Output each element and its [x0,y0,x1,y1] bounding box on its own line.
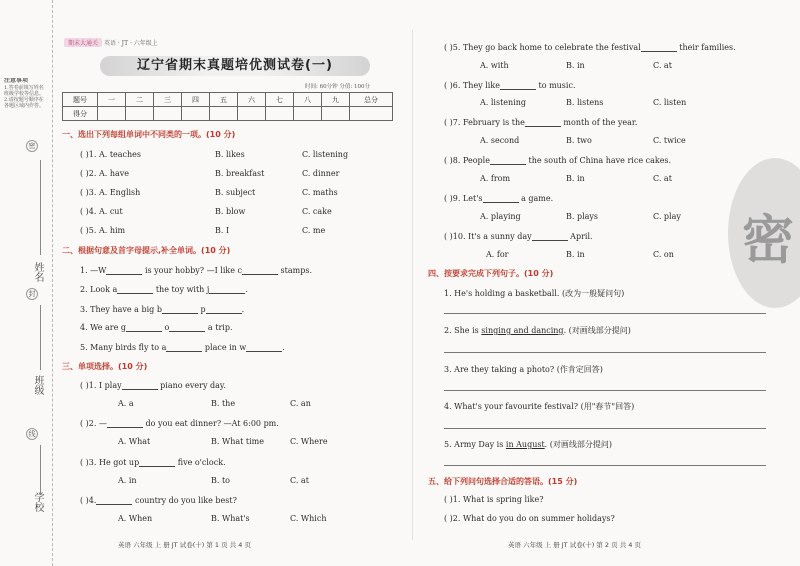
s3-q2 [80,418,279,428]
txt: . [245,285,248,294]
underlined-text: singing and dancing [481,326,564,335]
footer-left: 英语 六年级 上 册 JT 试卷(十) 第 1 页 共 4 页 [118,541,251,549]
s3-q6-c: C. listen [653,98,687,107]
fill-blank[interactable] [117,284,153,294]
s3-q8-b: B. in [566,174,585,183]
section-4-title: 四、按要求完成下列句子。(10 分) [428,269,554,278]
s3-q2-c: C. Where [290,437,328,446]
s3-q9 [444,193,553,203]
s1-q1-b: B. likes [215,150,245,159]
txt: ( )7. February is the [444,118,525,127]
txt: ( )4. [80,496,97,505]
txt: 1. —W [80,266,107,275]
answer-line[interactable] [444,465,766,466]
txt: five o'clock. [175,458,226,467]
s1-q5: ( )5. A. him [80,226,126,235]
page-divider [412,30,413,540]
answer-line[interactable] [444,313,766,314]
s3-q4-b: B. What's [211,514,250,523]
score-input[interactable] [126,107,154,121]
score-cell: 六 [238,93,266,107]
answer-line[interactable] [444,428,766,429]
txt: ( )3. He got up [80,458,140,467]
txt: the south of China have rice cakes. [525,156,672,165]
score-value-row [63,107,393,121]
fill-blank[interactable] [490,155,526,165]
s3-q10-a: A. for [486,250,509,259]
class-line [40,305,41,370]
fill-blank[interactable] [107,418,143,428]
txt: 4. We are g [80,323,127,332]
score-header-row [63,93,393,107]
watermark-stamp-char: 密 [742,211,795,271]
notice-title: 注意事项 [4,78,29,84]
seal-mark: 密 [26,140,38,152]
score-input[interactable] [322,107,350,121]
s3-q3-c: C. at [290,476,309,485]
score-input[interactable] [294,107,322,121]
s3-q4 [80,495,237,505]
s3-q8-c: C. at [653,174,672,183]
txt: to music. [535,81,576,90]
fill-blank[interactable] [162,304,198,314]
s3-q5-b: B. in [566,61,585,70]
score-input[interactable] [238,107,266,121]
section-3-title: 三、单项选择。(10 分) [62,362,148,371]
fill-blank[interactable] [122,380,158,390]
txt: ( )10. It's a sunny day [444,232,532,241]
s1-q1 [80,150,141,159]
s4-5 [444,439,612,450]
txt: stamps. [278,266,312,275]
fill-blank[interactable] [641,42,677,52]
fill-blank[interactable] [209,284,245,294]
seal-mark-2: 封 [26,288,38,300]
s1-q3: ( )3. A. English [80,188,141,197]
txt: ( )6. They like [444,81,500,90]
fill-blank[interactable] [246,342,282,352]
txt: their families. [676,43,736,52]
notice-box [4,78,48,128]
s1-q5-b: B. I [215,226,230,235]
s1-q2-b: B. breakfast [215,169,265,178]
txt: ( )5. They go back home to celebrate the festival [444,43,641,52]
fill-blank[interactable] [242,265,278,275]
s3-q5-a: A. with [480,61,509,70]
section-1-title: 一、选出下列每组单词中不同类的一项。(10 分) [62,130,236,139]
s3-q3 [80,457,226,467]
s3-q5 [444,42,736,52]
exam-title: 辽宁省期末真题培优测试卷(一) [100,56,370,76]
s3-q10-c: C. on [653,250,674,259]
s1-q5-c: C. me [302,226,326,235]
name-label: 姓名 [32,262,43,282]
s2-l5 [80,342,285,352]
fill-blank[interactable] [532,231,568,241]
score-cell: 二 [126,93,154,107]
s3-q9-b: B. plays [566,212,599,221]
footer-right: 英语 六年级 上 册 JT 试卷(十) 第 2 页 共 4 页 [508,541,641,549]
txt: 5. Army Day is [444,440,506,449]
txt: p [197,305,206,314]
score-cell: 五 [210,93,238,107]
s4-2 [444,325,631,336]
txt: place in w [202,343,247,352]
fill-blank[interactable] [106,265,142,275]
fill-blank[interactable] [483,193,519,203]
s3-q8 [444,155,671,165]
txt: ( )2. — [80,419,107,428]
fill-blank[interactable] [500,80,536,90]
s3-q5-c: C. at [653,61,672,70]
score-input[interactable] [182,107,210,121]
q-text: ( )1. A. teaches [80,150,142,159]
school-label: 学校 [32,492,43,512]
txt: . (对画线部分提问) [563,326,631,335]
txt: ( )9. Let's [444,194,483,203]
s3-q10-b: B. in [566,250,585,259]
s1-q2-c: C. dinner [302,169,340,178]
s3-q2-b: B. What time [211,437,264,446]
txt: 2. Look a [80,285,118,294]
exam-meta: 时间: 60分钟 分值: 100分 [305,84,370,90]
s3-q3-a: A. in [118,476,137,485]
score-cell: 九 [322,93,350,107]
binding-margin [0,0,53,566]
s1-q2: ( )2. A. have [80,169,129,178]
txt: country do you like best? [132,496,237,505]
s3-q1 [80,380,226,390]
score-cell: 一 [98,93,126,107]
class-label: 班级 [32,375,43,395]
s1-q1-c: C. listening [302,150,349,159]
fill-blank[interactable] [126,322,162,332]
s3-q6 [444,80,576,90]
answer-line[interactable] [444,390,766,391]
score-input[interactable] [154,107,182,121]
score-cell: 题号 [63,93,98,107]
txt: 2. She is [444,326,482,335]
fill-blank[interactable] [206,304,242,314]
score-input[interactable] [98,107,126,121]
score-cell: 四 [182,93,210,107]
s3-q9-c: C. play [653,212,681,221]
section-5-title: 五、给下列问句选择合适的答语。(15 分) [428,477,578,486]
txt: do you eat dinner? —At 6:00 pm. [142,419,279,428]
score-input[interactable] [350,107,393,121]
name-line [40,160,41,255]
score-table [62,92,393,121]
s1-q4-b: B. blow [215,207,246,216]
s5-q1: ( )1. What is spring like? [444,495,544,504]
txt: ( )8. People [444,156,490,165]
fill-blank[interactable] [139,457,175,467]
s3-q1-b: B. the [211,399,236,408]
s1-q3-b: B. subject [215,188,256,197]
txt: April. [567,232,593,241]
score-cell: 三 [154,93,182,107]
score-input[interactable] [210,107,238,121]
s3-q2-a: A. What [118,437,151,446]
txt: 5. Many birds fly to a [80,343,167,352]
txt: 3. They have a big b [80,305,162,314]
s3-q4-a: A. When [118,514,153,523]
s4-3: 3. Are they taking a photo? (作肯定回答) [444,365,603,374]
s2-l1 [80,265,312,275]
score-cell: 总分 [350,93,393,107]
s3-q9-a: A. playing [480,212,521,221]
s4-4: 4. What's your favourite festival? (用"春节"回答) [444,402,635,411]
txt: piano every day. [157,381,226,390]
txt: a trip. [205,323,233,332]
answer-line[interactable] [444,352,766,353]
score-cell: 七 [266,93,294,107]
txt: is your hobby? —I like c [142,266,242,275]
s1-q3-c: C. maths [302,188,338,197]
header-strip [64,38,158,47]
underlined-text: in August [505,440,545,449]
school-line [40,445,41,495]
s3-q3-b: B. to [211,476,230,485]
fill-blank[interactable] [166,342,202,352]
s3-q7-c: C. twice [653,136,686,145]
notice-text: 1.答卷前填写姓名班级学校等信息。2.请按题号顺序在各题区域内作答。 [4,85,45,109]
txt: ( )1. I play [80,381,122,390]
s2-l4 [80,322,233,332]
txt: . (对画线部分提问) [544,440,612,449]
section-2-title: 二、根据句意及首字母提示,补全单词。(10 分) [62,246,231,255]
fill-blank[interactable] [525,117,561,127]
score-label: 得分 [63,107,98,121]
txt: . [241,305,245,314]
header-info: 英语 · JT · 六年级上 [103,40,158,47]
header-tag: 期末大通关 [64,38,102,47]
s3-q7-a: A. second [480,136,520,145]
s3-q7-b: B. two [566,136,592,145]
s3-q4-c: C. Which [290,514,327,523]
s3-q6-a: A. listening [480,98,527,107]
seal-mark-3: 线 [26,428,38,440]
txt: the toy with j [153,285,210,294]
s1-q4-c: C. cake [302,207,332,216]
txt: o [162,323,170,332]
txt: month of the year. [560,118,638,127]
fill-blank[interactable] [96,495,132,505]
txt: a game. [518,194,554,203]
s3-q10 [444,231,593,241]
s4-1: 1. He's holding a basketball. (改为一般疑问句) [444,289,625,298]
s3-q8-a: A. from [480,174,511,183]
s2-l2 [80,284,248,294]
s1-q4: ( )4. A. cut [80,207,123,216]
s2-l3 [80,304,244,314]
s3-q7 [444,117,637,127]
s3-q6-b: B. listens [566,98,604,107]
s3-q1-c: C. an [290,399,311,408]
s5-q2: ( )2. What do you do on summer holidays? [444,514,615,523]
score-input[interactable] [266,107,294,121]
score-cell: 八 [294,93,322,107]
fill-blank[interactable] [169,322,205,332]
s3-q1-a: A. a [118,399,134,408]
txt: . [282,343,285,352]
